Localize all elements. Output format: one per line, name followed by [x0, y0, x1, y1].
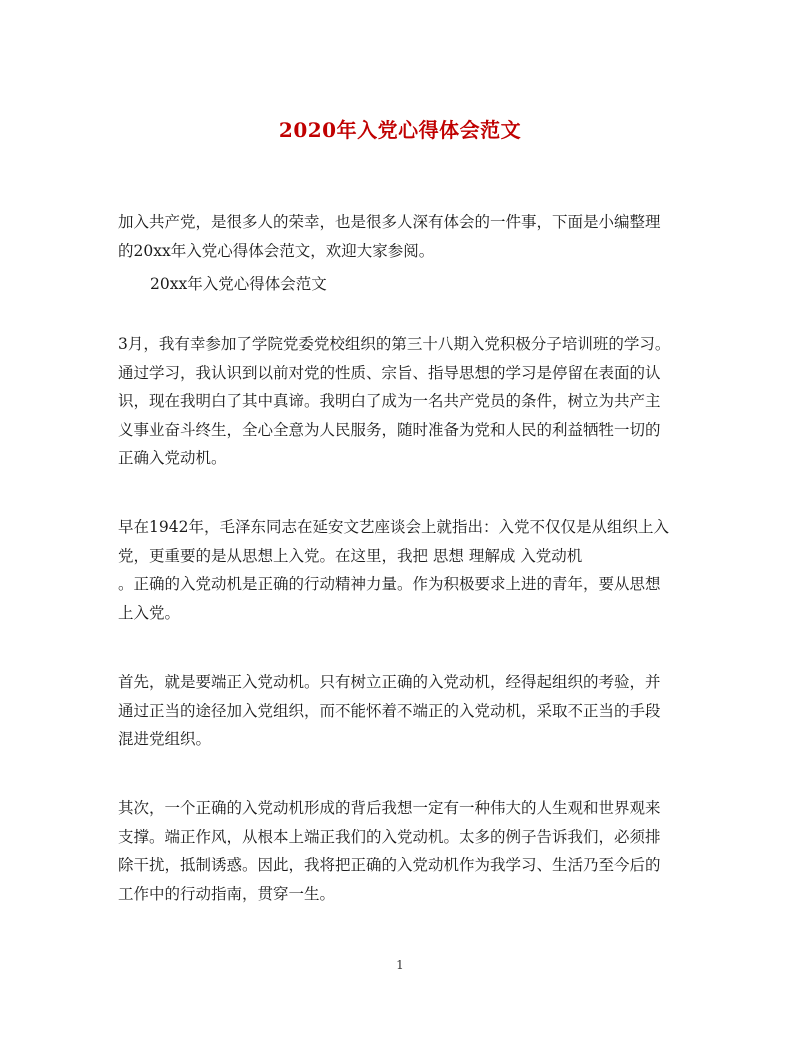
text-line: 通过正当的途径加入党组织，而不能怀着不端正的入党动机，采取不正当的手段	[118, 701, 661, 720]
text-line: 工作中的行动指南，贯穿一生。	[118, 884, 336, 903]
text-line: 上入党。	[118, 603, 181, 622]
text-line: 混进党组织。	[118, 730, 212, 748]
paragraph-1	[118, 330, 684, 473]
text-line: 早在1942年，毛泽东同志在延安文艺座谈会上就指出：入党不仅仅是从组织上入	[118, 518, 669, 536]
text-line: 其次，一个正确的入党动机形成的背后我想一定有一种伟大的人生观和世界观来	[118, 799, 661, 817]
text-line: 的20xx年入党心得体会范文，欢迎大家参阅。	[118, 241, 435, 260]
paragraph-2	[118, 513, 684, 627]
text-line: 正确入党动机。	[118, 449, 227, 467]
text-line: 3月，我有幸参加了学院党委党校组织的第三十八期入党积极分子培训班的学习。	[118, 335, 671, 353]
paragraph-4	[118, 794, 684, 908]
text-line: 通过学习，我认识到以前对党的性质、宗旨、指导思想的学习是停留在表面的认	[118, 363, 661, 382]
text-line: 加入共产党，是很多人的荣幸，也是很多人深有体会的一件事，下面是小编整理	[118, 213, 661, 231]
intro-paragraph	[118, 208, 684, 265]
text-line: 首先，就是要端正入党动机。只有树立正确的入党动机，经得起组织的考验，并	[118, 673, 661, 691]
page-number: 1	[396, 958, 404, 972]
text-line: 除干扰，抵制诱惑。因此，我将把正确的入党动机作为我学习、生活乃至今后的	[118, 856, 661, 874]
document-title: 2020年入党心得体会范文	[278, 118, 522, 142]
text-line: 。正确的入党动机是正确的行动精神力量。作为积极要求上进的青年，要从思想	[118, 575, 661, 593]
text-line: 义事业奋斗终生，全心全意为人民服务，随时准备为党和人民的利益牺牲一切的	[118, 420, 661, 439]
paragraph-3	[118, 668, 684, 754]
text-line: 识，现在我明白了其中真谛。我明白了成为一名共产党员的条件，树立为共产主	[118, 392, 661, 410]
text-line: 党，更重要的是从思想上入党。在这里，我把 思想 理解成 入党动机	[118, 546, 583, 565]
sub-heading: 20xx年入党心得体会范文	[150, 275, 327, 293]
text-line: 支撑。端正作风，从根本上端正我们的入党动机。太多的例子告诉我们，必须排	[118, 827, 661, 846]
